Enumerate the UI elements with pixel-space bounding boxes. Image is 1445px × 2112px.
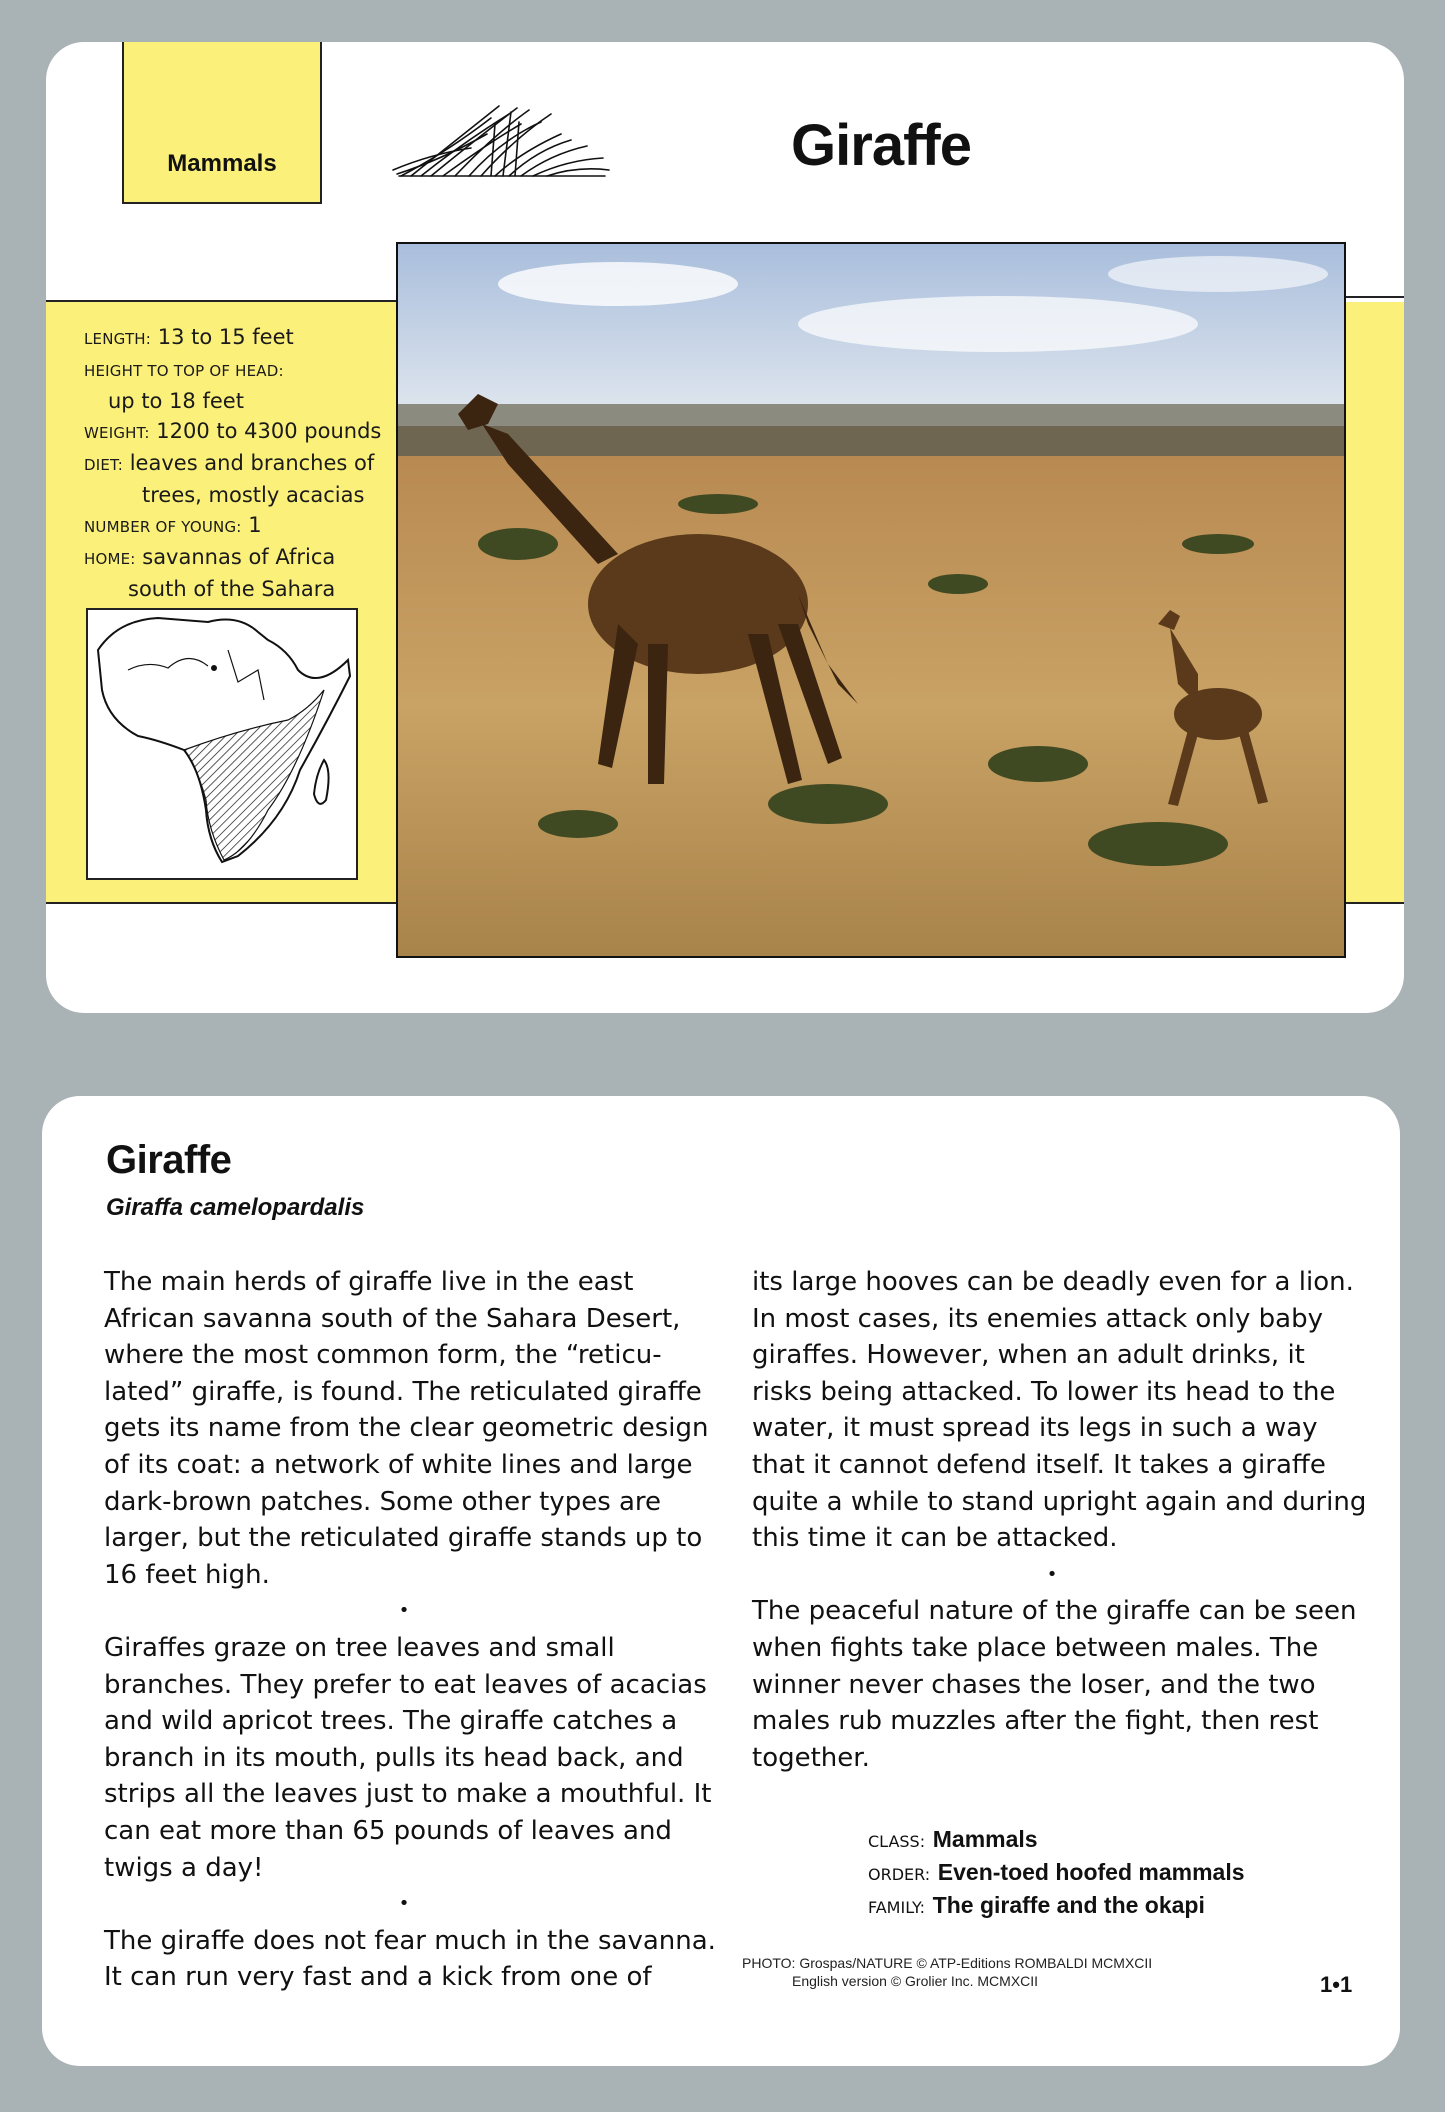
- classification: [868, 1824, 1245, 1923]
- fact-home: HOME: savannas of Africa: [84, 545, 336, 569]
- paragraph: The peaceful nature of the giraffe can be seen when fights take place between males. The winner never chases the loser, and the two males rub muzzles after the fight, then rest together.: [752, 1596, 1357, 1773]
- savanna-scene-icon: [398, 244, 1344, 956]
- fact-height: HEIGHT TO TOP OF HEAD:: [84, 362, 284, 380]
- separator-dot: •: [398, 1600, 410, 1622]
- separator-dot: •: [1046, 1563, 1058, 1585]
- back-title: Giraffe: [106, 1138, 232, 1182]
- africa-map-icon: [88, 610, 356, 878]
- front-title: Giraffe: [791, 113, 971, 178]
- fact-home-cont: south of the Sahara: [128, 577, 336, 601]
- paragraph: Giraffes graze on tree leaves and small branches. They prefer to eat leaves of acacias and wild apricot trees. The giraffe catches a branch in its mouth, pulls its head back, and strips all the leaves just to make a mouthful. It can eat more than 65 pounds of leaves and twigs a day!: [104, 1632, 712, 1883]
- category-label: Mammals: [167, 150, 277, 177]
- divider-top-right: [1344, 296, 1404, 298]
- paragraph: its large hooves can be deadly even for a lion. In most cases, its enemies attack only baby giraffes. However, when an adult drinks, it risks being attacked. To lower its head to the water, it must spread its legs in such a way that it cannot defend itself. It takes a giraffe quite a while to stand upright again and during this time it can be attacked.: [752, 1267, 1367, 1554]
- class-row: CLASS: Mammals: [868, 1826, 1038, 1852]
- fact-diet-cont: trees, mostly acacias: [142, 483, 365, 507]
- fact-young: NUMBER OF YOUNG: 1: [84, 513, 262, 537]
- scientific-name: Giraffa camelopardalis: [106, 1194, 365, 1221]
- front-card: [46, 42, 1404, 1013]
- text-column-right: [752, 1264, 1372, 1776]
- card-number: 1•1: [1320, 1972, 1353, 1997]
- facts-list: [84, 322, 404, 604]
- fact-weight: WEIGHT: 1200 to 4300 pounds: [84, 419, 382, 443]
- back-card: [42, 1096, 1400, 2066]
- giraffe-photo: [396, 242, 1346, 958]
- fact-length: LENGTH: 13 to 15 feet: [84, 325, 294, 349]
- photo-credits: PHOTO: Grospas/NATURE © ATP-Editions ROMBALDI MCMXCII English version © Grolier Inc. MCMXCII: [742, 1955, 1153, 1989]
- range-map: [86, 608, 358, 880]
- order-row: ORDER: Even-toed hoofed mammals: [868, 1859, 1245, 1885]
- fact-diet: DIET: leaves and branches of: [84, 451, 375, 475]
- paragraph: The giraffe does not fear much in the savanna. It can run very fast and a kick from one of: [104, 1925, 716, 1993]
- category-tab: [122, 42, 322, 204]
- right-band: [1341, 302, 1404, 902]
- text-column-left: [104, 1264, 724, 1996]
- separator-dot: •: [398, 1893, 410, 1915]
- family-row: FAMILY: The giraffe and the okapi: [868, 1892, 1205, 1918]
- paragraph: The main herds of giraffe live in the east African savanna south of the Sahara Desert, where the most common form, the “reticu-lated” giraffe, is found. The reticulated giraffe gets its name from the clear geometric design of its coat: a network of white lines and large dark-brown patches. Some other types are larger, but the reticulated giraffe stands up to 16 feet high.: [104, 1267, 709, 1590]
- fact-height-value: up to 18 feet: [108, 389, 244, 413]
- grass-icon: [391, 104, 611, 180]
